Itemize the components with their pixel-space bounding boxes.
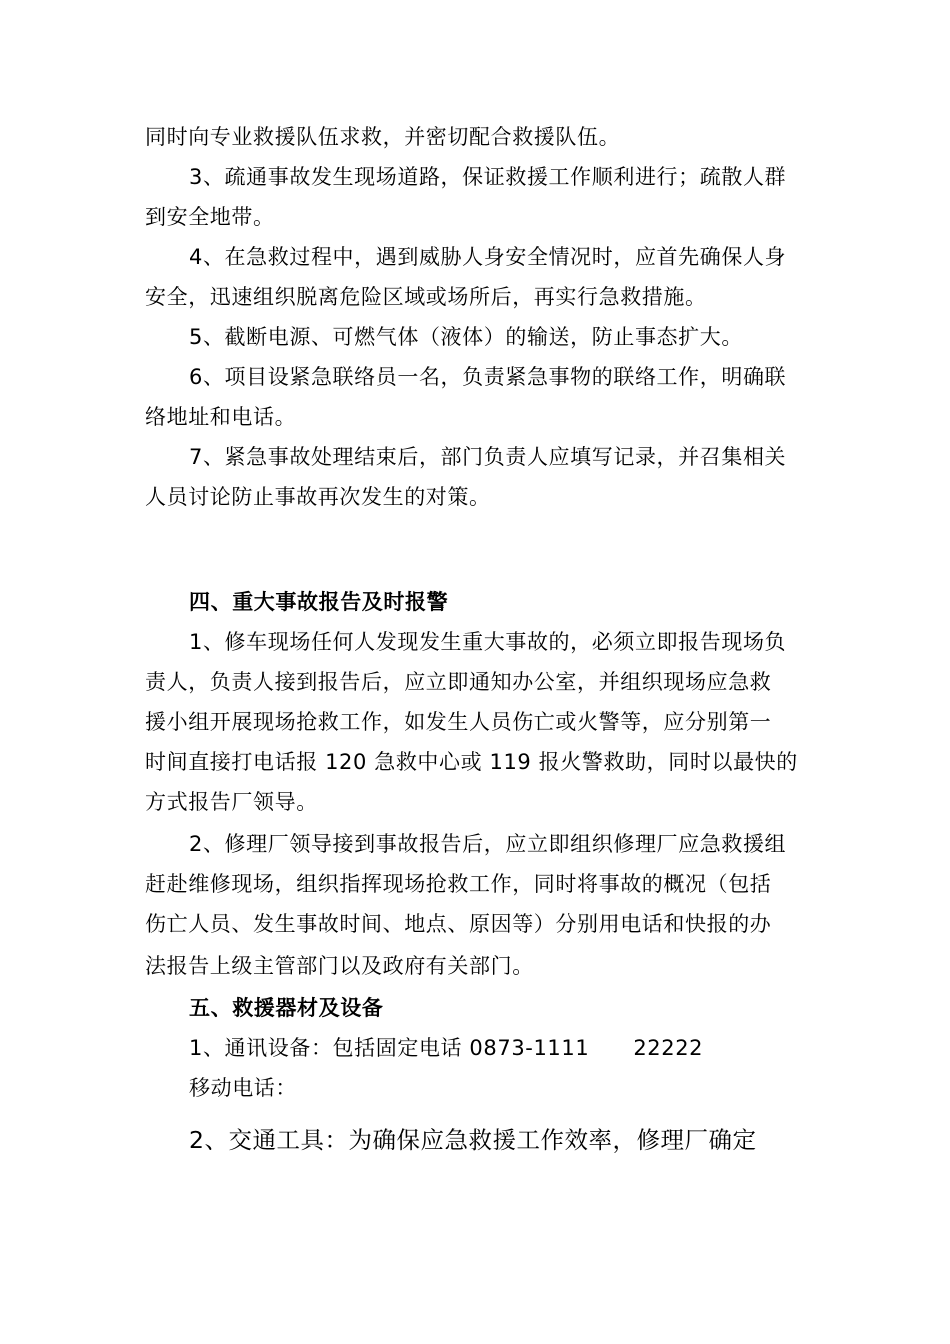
paragraph-line: 伤亡人员、发生事故时间、地点、原因等）分别用电话和快报的办 bbox=[145, 912, 772, 936]
paragraph-line: 7、紧急事故处理结束后，部门负责人应填写记录，并召集相关 bbox=[189, 445, 787, 469]
paragraph-line: 3、疏通事故发生现场道路，保证救援工作顺利进行；疏散人群 bbox=[189, 165, 787, 189]
paragraph-line: 1、修车现场任何人发现发生重大事故的，必须立即报告现场负 bbox=[189, 630, 787, 654]
paragraph-line: 2、交通工具：为确保应急救援工作效率，修理厂确定 bbox=[189, 1126, 757, 1154]
paragraph-line: 5、截断电源、可燃气体（液体）的输送，防止事态扩大。 bbox=[189, 325, 743, 349]
paragraph-line: 移动电话： bbox=[189, 1076, 297, 1100]
paragraph-line: 赶赴维修现场，组织指挥现场抢救工作，同时将事故的概况（包括 bbox=[145, 872, 772, 896]
phone-number: 22222 bbox=[633, 1036, 704, 1060]
paragraph-line: 援小组开展现场抢救工作，如发生人员伤亡或火警等，应分别第一 bbox=[145, 710, 772, 734]
paragraph-line: 6、项目设紧急联络员一名，负责紧急事物的联络工作，明确联 bbox=[189, 365, 787, 389]
paragraph-line: 安全，迅速组织脱离危险区域或场所后，再实行急救措施。 bbox=[145, 285, 707, 309]
paragraph-line: 络地址和电话。 bbox=[145, 405, 297, 429]
paragraph-line: 2、修理厂领导接到事故报告后，应立即组织修理厂应急救援组 bbox=[189, 832, 787, 856]
paragraph-line: 法报告上级主管部门以及政府有关部门。 bbox=[145, 954, 534, 978]
paragraph-line: 到安全地带。 bbox=[145, 205, 275, 229]
section-heading: 五、救援器材及设备 bbox=[189, 996, 384, 1020]
paragraph-line bbox=[189, 1033, 703, 1063]
paragraph-line: 4、在急救过程中，遇到威胁人身安全情况时，应首先确保人身 bbox=[189, 245, 787, 269]
paragraph-line: 责人，负责人接到报告后，应立即通知办公室，并组织现场应急救 bbox=[145, 670, 772, 694]
paragraph-line: 方式报告厂领导。 bbox=[145, 790, 318, 814]
paragraph-line: 时间直接打电话报 120 急救中心或 119 报火警救助，同时以最快的 bbox=[145, 750, 798, 774]
section-heading: 四、重大事故报告及时报警 bbox=[189, 590, 449, 614]
paragraph-line: 同时向专业救援队伍求救，并密切配合救援队伍。 bbox=[145, 125, 621, 149]
paragraph-line: 人员讨论防止事故再次发生的对策。 bbox=[145, 485, 491, 509]
phone-label: 1、通讯设备：包括固定电话 0873-1111 bbox=[189, 1036, 590, 1060]
